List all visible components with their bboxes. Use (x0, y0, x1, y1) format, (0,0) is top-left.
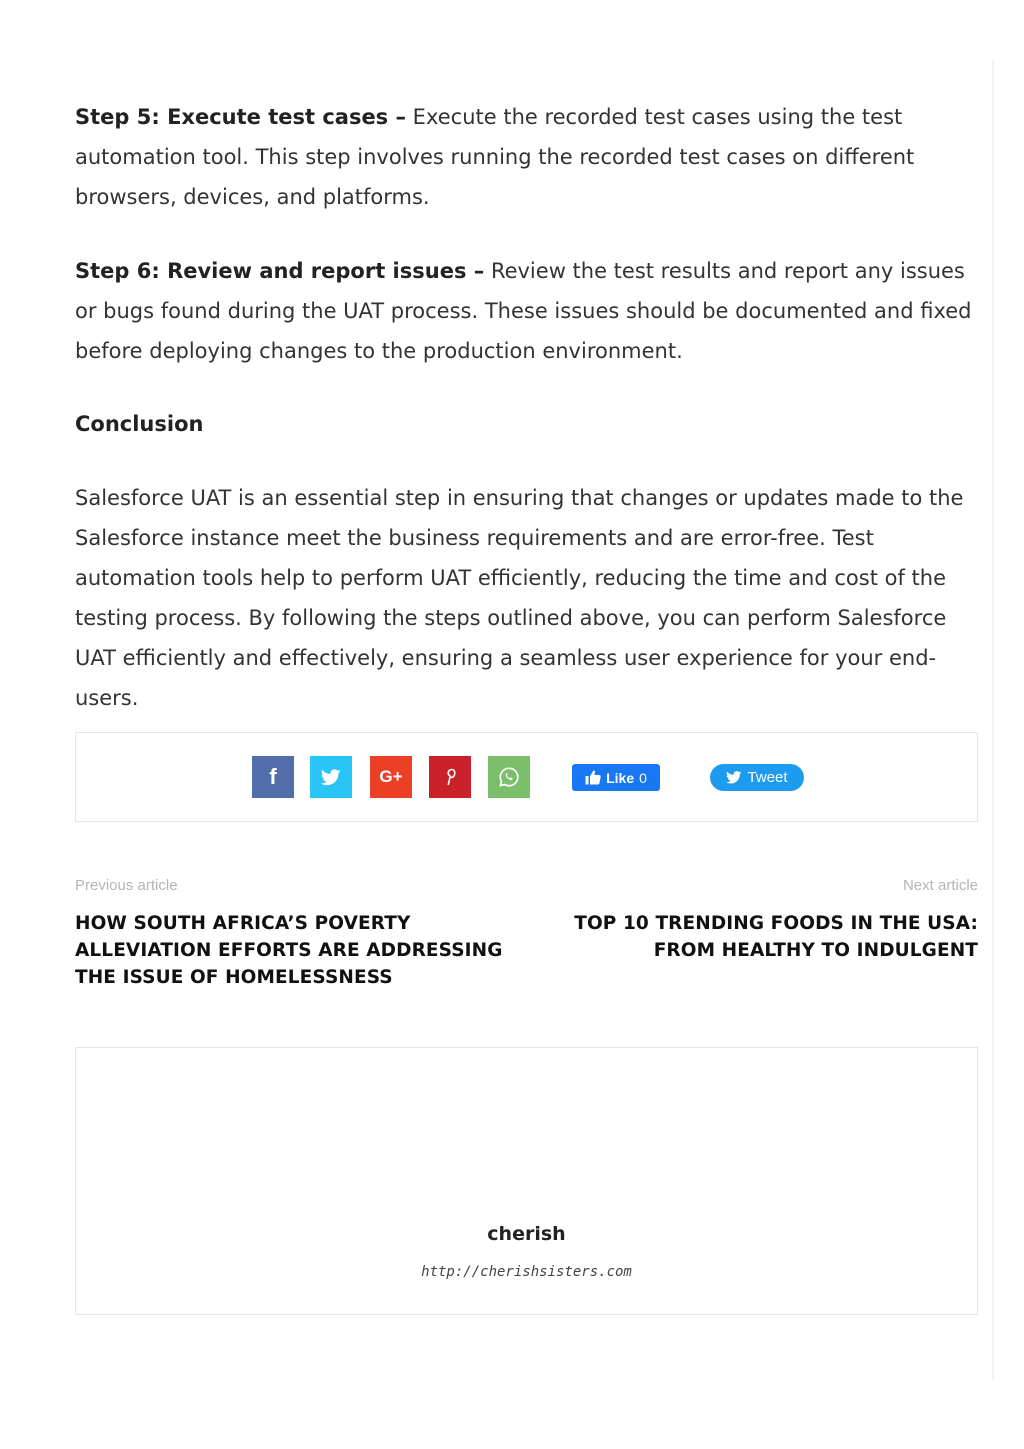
step6-paragraph (75, 251, 978, 371)
like-count: 0 (639, 769, 647, 786)
step5-paragraph (75, 97, 978, 217)
conclusion-paragraph: Salesforce UAT is an essential step in ensuring that changes or updates made to the Salesforce instance meet the business requirements and are error-free. Test automation tools help to perform UAT efficiently, reducing the time and cost of the testing process. By following the steps outlined above, you can perform Salesforce UAT efficiently and effectively, ensuring a seamless user experience for your end-users. (75, 486, 964, 710)
author-box (75, 1047, 978, 1315)
pinterest-share-button[interactable] (429, 756, 471, 798)
twitter-share-button[interactable] (310, 756, 352, 798)
tweet-label: Tweet (747, 769, 788, 786)
author-name-link[interactable]: cherish (487, 1223, 566, 1245)
facebook-icon: f (269, 764, 277, 789)
conclusion-heading: Conclusion (75, 412, 204, 436)
pinterest-icon (443, 768, 457, 786)
google-plus-share-button[interactable] (370, 756, 412, 798)
twitter-icon (321, 769, 341, 786)
previous-article-label: Previous article (75, 877, 178, 894)
share-bar (75, 732, 978, 822)
facebook-share-button[interactable] (252, 756, 294, 798)
facebook-like-button[interactable] (572, 764, 660, 791)
google-plus-icon: G+ (379, 767, 403, 786)
author-url-container (76, 1264, 977, 1280)
whatsapp-icon (498, 766, 520, 788)
twitter-bird-icon (726, 771, 742, 784)
step6-text: Review the test results and report any issues or bugs found during the UAT process. These issues should be documented and fixed before deploying changes to the production environment. (75, 259, 972, 363)
step5-text: Execute the recorded test cases using the test automation tool. This step involves running the recorded test cases on different browsers, devices, and platforms. (75, 105, 915, 209)
author-website-link[interactable]: http://cherishsisters.com (421, 1264, 632, 1280)
thumbs-up-icon (585, 770, 601, 785)
step6-heading: Step 6: Review and report issues – (75, 259, 485, 283)
whatsapp-share-button[interactable] (488, 756, 530, 798)
page-edge-divider (992, 60, 994, 1380)
previous-article-link[interactable]: HOW SOUTH AFRICA’S POVERTY ALLEVIATION EFFORTS ARE ADDRESSING THE ISSUE OF HOMELESSNESS (75, 913, 503, 988)
like-label: Like (606, 769, 635, 786)
tweet-button[interactable] (710, 764, 804, 791)
next-article-label: Next article (902, 877, 978, 894)
step5-heading: Step 5: Execute test cases – (75, 105, 406, 129)
next-article-link[interactable]: TOP 10 TRENDING FOODS IN THE USA: FROM HEALTHY TO INDULGENT (574, 913, 978, 961)
